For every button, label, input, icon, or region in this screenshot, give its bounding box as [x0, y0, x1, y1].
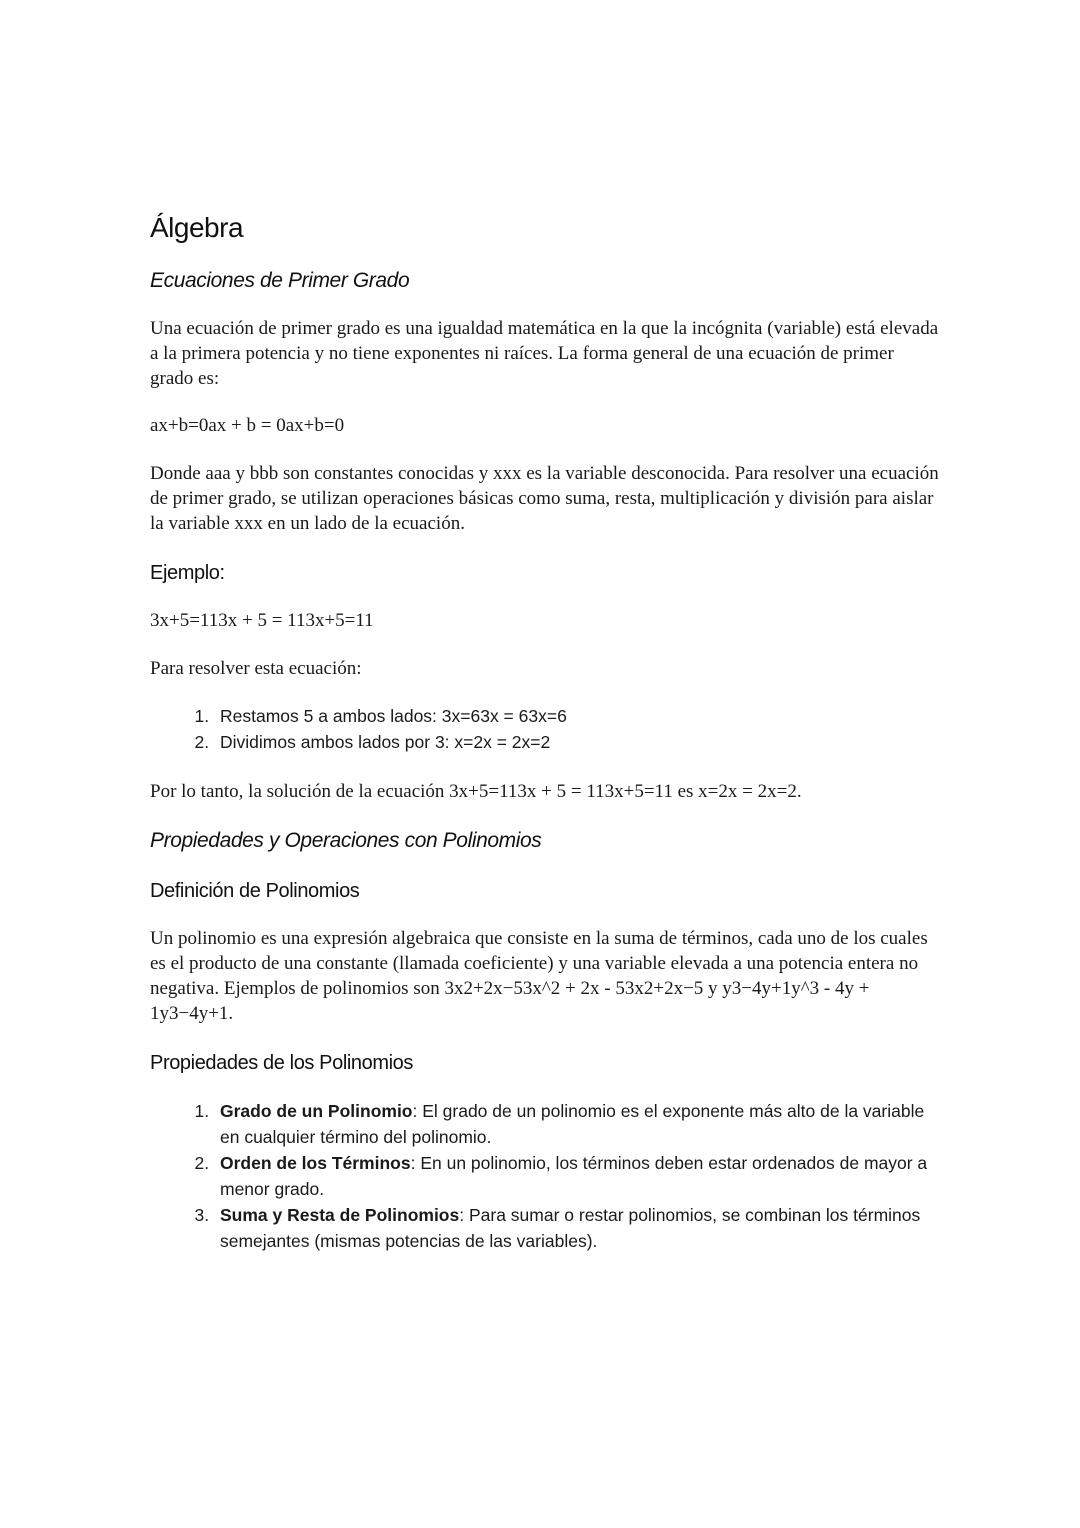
property-term: Grado de un Polinomio: [220, 1101, 413, 1121]
example-lead: Para resolver esta ecuación:: [150, 658, 362, 679]
definition-heading: Definición de Polinomios: [150, 880, 360, 902]
example-heading: Ejemplo:: [150, 562, 225, 584]
explanation-paragraph: Donde aaa y bbb son constantes conocidas y xxx es la variable desconocida. Para resolver una ecuación de primer grado, se utilizan operaciones básicas como suma, resta, multiplicación y división para aislar la variable xxx en un lado de la ecuación.: [150, 463, 939, 534]
section-heading-polinomios: Propiedades y Operaciones con Polinomios: [150, 829, 542, 852]
solution-steps: [150, 703, 940, 755]
property-text: : El grado de un polinomio es el exponente más alto de la variable en cualquier término del polinomio.: [220, 1101, 925, 1147]
list-item: [214, 1150, 940, 1202]
property-term: Suma y Resta de Polinomios: [220, 1205, 460, 1225]
properties-list: [150, 1098, 940, 1254]
properties-heading: Propiedades de los Polinomios: [150, 1052, 414, 1074]
property-text: : Para sumar o restar polinomios, se combinan los términos semejantes (mismas potencias de las variables).: [220, 1205, 921, 1251]
list-item: 2. Dividimos ambos lados por 3: x=2x = 2x=2: [214, 729, 940, 755]
list-item: 1. Restamos 5 a ambos lados: 3x=63x = 63x=6: [214, 703, 940, 729]
list-item: [214, 1098, 940, 1150]
section-heading-ecuaciones: Ecuaciones de Primer Grado: [150, 269, 410, 292]
document-page: [150, 208, 940, 1254]
example-equation: 3x+5=113x + 5 = 113x+5=11: [150, 610, 374, 631]
list-item: [214, 1202, 940, 1254]
general-formula: ax+b=0ax + b = 0ax+b=0: [150, 415, 345, 436]
definition-paragraph: Un polinomio es una expresión algebraica que consiste en la suma de términos, cada uno de los cuales es el producto de una constante (llamada coeficiente) y una variable elevada a una potencia entera no negativa. Ejemplos de polinomios son 3x2+2x−53x^2 + 2x - 53x2+2x−5 y y3−4y+1y^3 - 4y + 1y3−4y+1.: [150, 928, 928, 1024]
property-term: Orden de los Términos: [220, 1153, 411, 1173]
intro-paragraph: Una ecuación de primer grado es una igualdad matemática en la que la incógnita (variable) está elevada a la primera potencia y no tiene exponentes ni raíces. La forma general de una ecuación de primer grado es:: [150, 318, 939, 389]
document-title: Álgebra: [150, 212, 244, 243]
example-conclusion: Por lo tanto, la solución de la ecuación 3x+5=113x + 5 = 113x+5=11 es x=2x = 2x=2.: [150, 781, 802, 802]
property-text: : En un polinomio, los términos deben estar ordenados de mayor a menor grado.: [220, 1153, 928, 1199]
